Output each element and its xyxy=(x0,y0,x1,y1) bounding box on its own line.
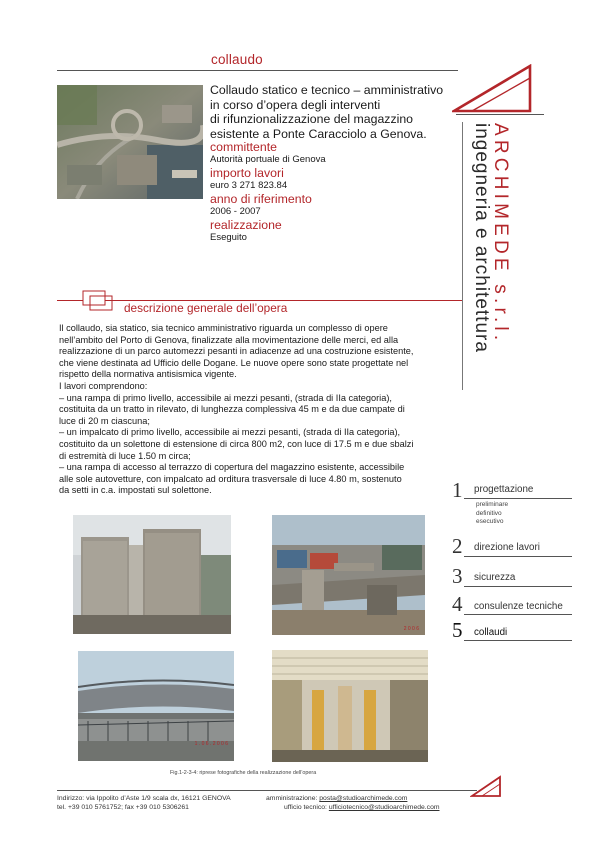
photo-2 xyxy=(272,515,425,635)
nav-rule xyxy=(464,640,572,641)
body-line: – una rampa di primo livello, accessibile ai mezzi pesanti, (strada di IIa categoria), xyxy=(59,392,392,403)
description-line: in corso d’opera degli interventi xyxy=(210,97,381,112)
admin-email-link[interactable]: posta@studioarchimede.com xyxy=(319,795,408,802)
brand-divider xyxy=(462,122,463,390)
nav-label: collaudi xyxy=(474,627,508,638)
field-value-realizzazione: Eseguito xyxy=(210,232,247,243)
section-marker-icon xyxy=(82,290,120,312)
photo-2-date-stamp: 2 0 0 6 xyxy=(403,626,419,632)
field-label-realizzazione: realizzazione xyxy=(210,218,282,232)
nav-number: 2 xyxy=(452,534,463,558)
nav-item-consulenze-tecniche[interactable] xyxy=(452,592,572,620)
nav-number: 3 xyxy=(452,564,463,588)
footer-phone-line: tel. +39 010 5761752; fax +39 010 5306261 xyxy=(57,804,189,811)
field-value-importo: euro 3 271 823.84 xyxy=(210,180,288,191)
nav-number: 5 xyxy=(452,618,463,642)
admin-label: amministrazione: xyxy=(266,795,318,802)
nav-sub: preliminare xyxy=(476,501,509,508)
nav-rule xyxy=(464,586,572,587)
logo-rule xyxy=(456,114,544,115)
description-line: di rifunzionalizzazione del magazzino xyxy=(210,112,414,127)
nav-item-collaudi[interactable] xyxy=(452,620,572,650)
footer-logo-icon xyxy=(470,774,510,798)
body-line: costituito da un solettone di estensione di circa 800 m2, con luce di 17.5 m e due sbalzi xyxy=(59,438,414,449)
nav-number: 1 xyxy=(452,478,463,502)
body-line: da setti in c.a. impostati sul solettone. xyxy=(59,485,212,496)
body-line: – un impalcato di primo livello, accessibile ai mezzi pesanti, (strada di IIa categoria), xyxy=(59,427,401,438)
photo-1 xyxy=(73,515,231,634)
field-label-anno: anno di riferimento xyxy=(210,192,312,206)
photos-caption: Fig.1-2-3-4: riprese fotografiche della realizzazione dell’opera xyxy=(170,770,317,776)
field-label-committente: committente xyxy=(210,140,277,154)
aerial-photo xyxy=(57,85,203,199)
nav-sub: definitivo xyxy=(476,509,502,517)
description-line: Collaudo statico e tecnico – amministrativo xyxy=(210,83,444,97)
nav-label: consulenze tecniche xyxy=(474,601,563,612)
field-value-committente: Autorità portuale di Genova xyxy=(210,154,326,165)
footer-address xyxy=(57,794,231,812)
brand-tagline: ingegneria e architettura xyxy=(471,123,492,353)
body-line: Il collaudo, sia statico, sia tecnico amministrativo riguarda un complesso di opere xyxy=(59,323,388,333)
services-nav xyxy=(452,478,572,650)
nav-label: sicurezza xyxy=(474,572,516,583)
photo-4 xyxy=(272,650,428,762)
brand-name: ARCHIMEDE s.r.l. xyxy=(490,123,511,345)
section-heading: descrizione generale dell’opera xyxy=(124,301,288,315)
body-line: che viene destinata ad Ufficio delle Dogane. Le nuove opere sono state progettate nel xyxy=(59,357,409,368)
nav-label: direzione lavori xyxy=(474,542,540,553)
nav-sub: esecutivo xyxy=(476,518,504,525)
section-body xyxy=(59,323,461,497)
archimede-logo-icon xyxy=(452,64,552,114)
body-line: alle sole autovetture, con impalcato ad orditura trasversale di luce 4.80 m, sostenuto xyxy=(59,473,402,484)
body-line: realizzazione di un parco automezzi pesanti in adiacenze ad una costruzione esistente, xyxy=(59,346,414,357)
brand-vertical xyxy=(471,123,548,383)
nav-item-sicurezza[interactable] xyxy=(452,564,572,592)
footer-address-line: Indirizzo: via Ippolito d’Aste 1/9 scala dx, 16121 GENOVA xyxy=(57,795,231,802)
page-title: collaudo xyxy=(211,52,263,67)
field-label-importo: importo lavori xyxy=(210,166,284,180)
photo-3 xyxy=(78,651,234,761)
footer-rule xyxy=(57,790,477,791)
tech-label: ufficio tecnico: xyxy=(284,804,327,811)
body-line: – una rampa di accesso al terrazzo di copertura del magazzino esistente, accessibile xyxy=(59,462,405,473)
body-line: luce di 20 m ciascuna; xyxy=(59,415,150,426)
tech-email-link[interactable]: ufficiotecnico@studioarchimede.com xyxy=(328,804,440,811)
nav-rule xyxy=(464,614,572,615)
nav-item-progettazione[interactable] xyxy=(452,478,572,534)
body-line: rispetto della normativa antisismica vigente. xyxy=(59,369,237,380)
project-fields xyxy=(210,141,460,244)
description-line: esistente a Ponte Caracciolo a Genova. xyxy=(210,126,427,141)
header-rule xyxy=(57,70,458,71)
footer-contacts xyxy=(266,794,440,812)
nav-label: progettazione xyxy=(474,484,534,495)
nav-item-direzione-lavori[interactable] xyxy=(452,534,572,564)
nav-number: 4 xyxy=(452,592,463,616)
body-line: I lavori comprendono: xyxy=(59,380,148,391)
photo-3-date-stamp: 1 . 0 6 . 2 0 0 6 xyxy=(194,741,228,747)
nav-rule xyxy=(464,556,572,557)
body-line: costituita da un tratto in rilevato, di lunghezza complessiva 45 m e da due campate di xyxy=(59,404,405,415)
project-description xyxy=(210,83,460,141)
field-value-anno: 2006 - 2007 xyxy=(210,206,261,217)
nav-rule xyxy=(464,498,572,499)
body-line: nell’ambito del Porto di Genova, finalizzate alla movimentazione delle merci, ed alla xyxy=(59,334,399,345)
body-line: di estremità di luce 1.50 m circa; xyxy=(59,450,191,461)
